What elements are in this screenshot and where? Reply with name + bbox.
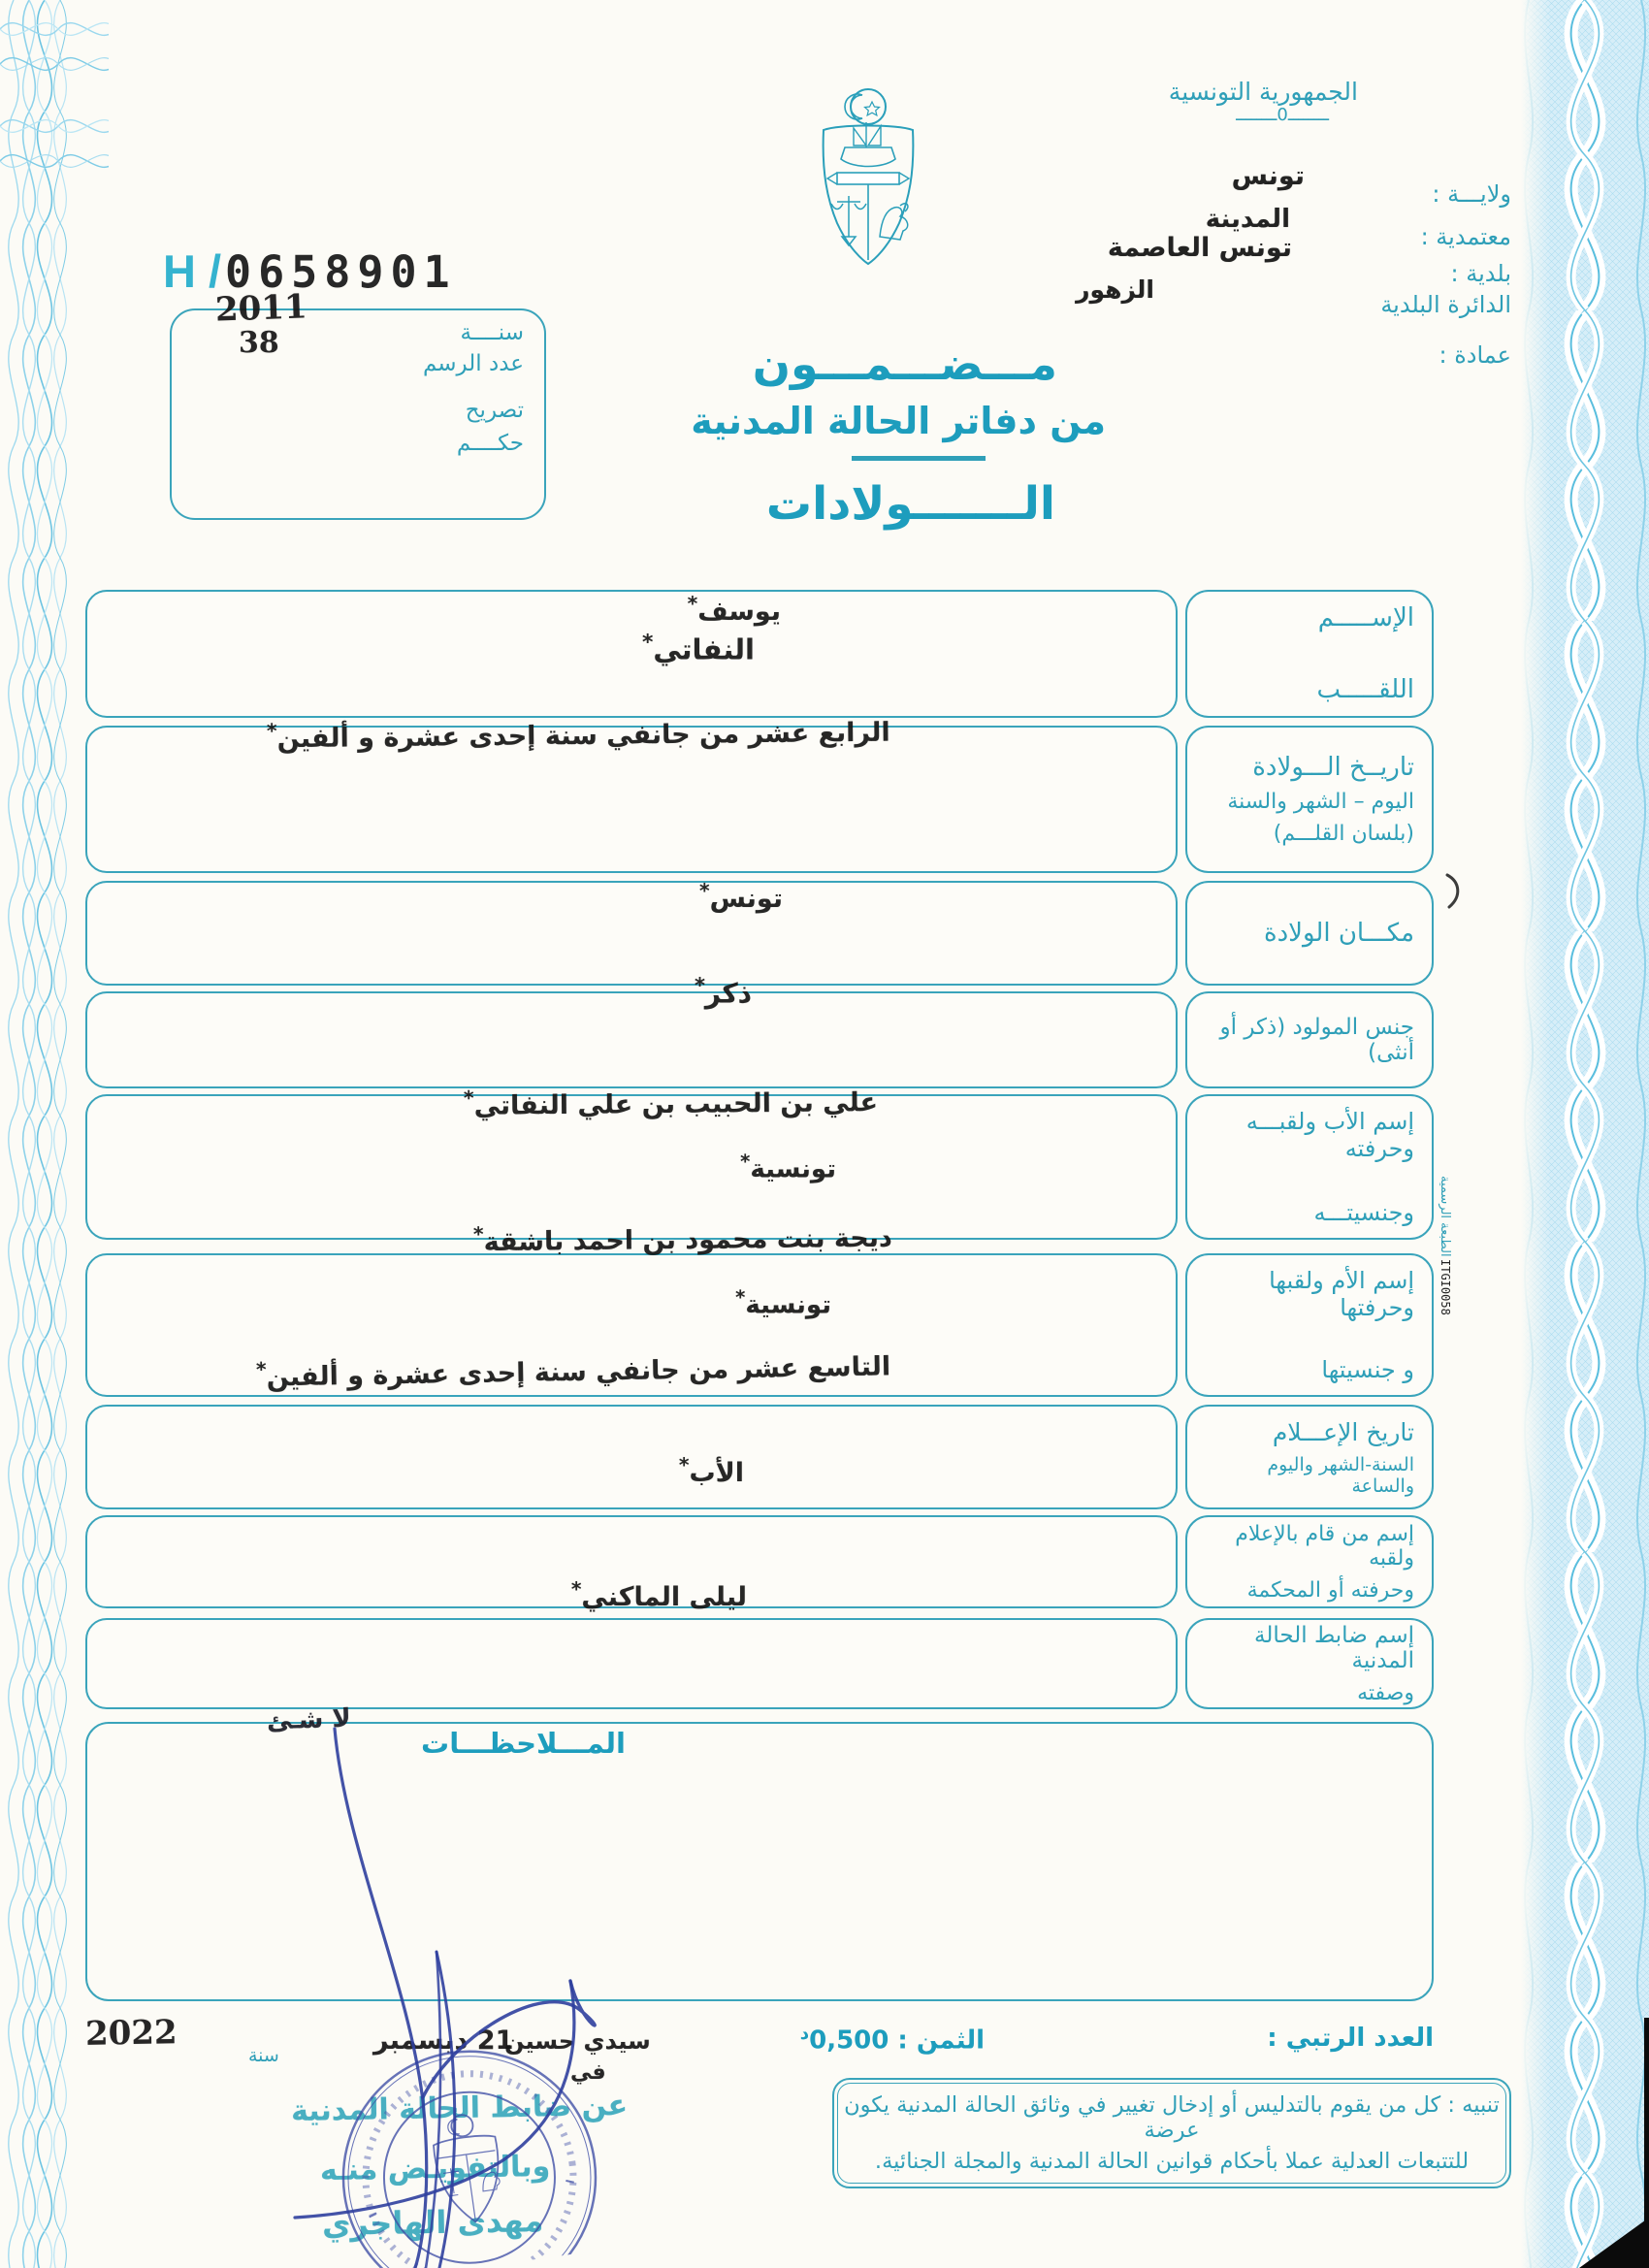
birthplace-stamp: تونس* bbox=[699, 879, 783, 914]
doc-title-line1: مـــضـــمـــون bbox=[752, 338, 1057, 390]
notes-box bbox=[85, 1722, 1434, 2001]
firstname-stamp: يوسف* bbox=[687, 592, 781, 627]
label-declarant-sub: وحرفته أو المحكمة bbox=[1246, 1577, 1414, 1603]
wilaya-label: ولايـــة : bbox=[1432, 180, 1511, 208]
label-box-mother bbox=[1185, 1253, 1434, 1397]
record-number-stamp: 38 bbox=[239, 326, 279, 360]
officer-stamp-line3: مهدى الهاجري bbox=[321, 2202, 544, 2243]
label-box-father bbox=[1185, 1094, 1434, 1240]
price-label: الثمن : bbox=[897, 2025, 985, 2056]
value-box-sex bbox=[85, 991, 1178, 1088]
label-box-birthplace bbox=[1185, 881, 1434, 986]
side-vertical-text bbox=[1438, 1176, 1452, 1314]
label-box-name bbox=[1185, 590, 1434, 718]
guilloche-left-band bbox=[0, 0, 83, 2268]
record-box-judgment-label: حكــــم bbox=[456, 431, 524, 456]
sex-stamp: ذكر* bbox=[694, 974, 752, 1010]
official-edition-label: الطبعة الرسمية bbox=[1438, 1176, 1452, 1257]
coat-of-arms bbox=[810, 83, 926, 282]
record-box-declaration-label: تصريح bbox=[465, 398, 524, 423]
label-birthdate-sub2: (بلسان القلـــم) bbox=[1273, 822, 1414, 846]
label-father: إسم الأب ولقبـــه وحرفته bbox=[1245, 1108, 1414, 1162]
label-mother: إسم الأم ولقبها وحرفتها bbox=[1269, 1267, 1414, 1321]
mutamadiya-value-stamp: المدينة bbox=[1205, 205, 1290, 234]
notes-value-handwritten: لا شـئ bbox=[266, 1703, 352, 1736]
officer-stamp-line1: عن ضابط الحالة المدنية bbox=[290, 2088, 629, 2129]
value-box-name bbox=[85, 590, 1178, 718]
mother-nationality-stamp: تونسية* bbox=[735, 1286, 831, 1320]
label-box-declaration-date bbox=[1185, 1405, 1434, 1509]
daira-label: الدائرة البلدية bbox=[1380, 291, 1511, 318]
officer-stamp-line2: وبالتفويـض منـه bbox=[319, 2149, 551, 2188]
warning-box bbox=[832, 2078, 1511, 2188]
declarant-stamp: الأب* bbox=[678, 1453, 744, 1488]
label-officer: إسم ضابط الحالة المدنية bbox=[1254, 1622, 1414, 1673]
label-officer-sub: وصفته bbox=[1357, 1680, 1414, 1705]
label-lastname: اللقـــــب bbox=[1316, 675, 1414, 704]
round-ink-stamp bbox=[306, 2013, 627, 2268]
guilloche-right-band bbox=[1521, 0, 1649, 2268]
warning-box-inner bbox=[837, 2083, 1506, 2184]
record-box-year-label: سنــــة bbox=[460, 320, 524, 345]
label-box-sex bbox=[1185, 991, 1434, 1088]
value-box-birthplace bbox=[85, 881, 1178, 986]
date-day-month-stamp: 21 ديسمبر bbox=[373, 2025, 514, 2056]
date-year-stamp: 2022 bbox=[84, 2013, 178, 2054]
mother-name-stamp: ديجة بنت محمود بن احمد باشقة* bbox=[473, 1222, 893, 1258]
guilloche-top-left-corner bbox=[0, 0, 109, 194]
baladiya-value-stamp: تونس العاصمة bbox=[1107, 233, 1292, 263]
doc-title-line2: من دفاتر الحالة المدنية bbox=[691, 400, 1106, 442]
price bbox=[800, 2024, 985, 2056]
label-box-birthdate bbox=[1185, 726, 1434, 873]
label-declarant: إسم من قام بالإعلام ولقبه bbox=[1235, 1521, 1414, 1571]
price-value: 0,500 bbox=[809, 2025, 889, 2056]
price-unit: د bbox=[799, 2024, 810, 2044]
notes-title: المـــلاحظـــات bbox=[421, 1727, 626, 1760]
year-value-stamp: 2011 bbox=[214, 287, 308, 330]
scan-black-edge bbox=[1644, 2018, 1649, 2268]
value-box-declaration-date bbox=[85, 1405, 1178, 1509]
father-name-stamp: علي بن الحبيب بن علي النفاتي* bbox=[463, 1085, 879, 1121]
declaration-date-stamp: التاسع عشر من جانفي سنة إحدى عشرة و ألفين* bbox=[255, 1351, 891, 1393]
label-box-declarant bbox=[1185, 1515, 1434, 1608]
label-mother-nationality: و جنسيتها bbox=[1321, 1356, 1414, 1383]
label-birthplace: مكـــان الولادة bbox=[1263, 919, 1414, 948]
warning-line2: للتتبعات العدلية عملا بأحكام قوانين الحالة المدنية والمجلة الجنائية. bbox=[874, 2149, 1470, 2174]
label-birthdate: تاريــخ الـــولادة bbox=[1252, 753, 1414, 782]
republic-title: الجمهورية التونسية bbox=[1168, 78, 1358, 106]
label-father-nationality: وجنسيتـــه bbox=[1313, 1199, 1414, 1226]
warning-line1: تنبيه : كل من يقوم بالتدليس أو إدخال تغيير في وثائق الحالة المدنية يكون عرضة bbox=[844, 2092, 1500, 2143]
ordinal-label: العدد الرتبي : bbox=[1267, 2024, 1434, 2053]
serial-prefix: H / bbox=[163, 245, 222, 297]
date-year-label: سنة bbox=[248, 2045, 279, 2066]
label-declaration-date: تاريخ الإعـــلام bbox=[1272, 1417, 1414, 1446]
father-nationality-stamp: تونسية* bbox=[740, 1150, 836, 1184]
imada-label: عمادة : bbox=[1439, 341, 1511, 369]
mutamadiya-label: معتمدية : bbox=[1420, 223, 1511, 250]
baladiya-label: بلدية : bbox=[1450, 260, 1511, 287]
label-firstname: الإســـــم bbox=[1317, 603, 1414, 632]
record-box-record-label: عدد الرسم bbox=[422, 351, 524, 376]
header-divider: ــــــــ0ــــــــ bbox=[1236, 105, 1329, 125]
fi-mark: في bbox=[570, 2060, 606, 2085]
wilaya-value-stamp: تونس bbox=[1231, 161, 1305, 191]
serial-number: 0658901 bbox=[225, 246, 457, 298]
officer-name-stamp: ليلى الماكني* bbox=[570, 1577, 747, 1612]
place-stamp: سيدي حسين bbox=[504, 2027, 651, 2055]
title-underline bbox=[852, 456, 986, 461]
birthdate-stamp: الرابع عشر من جانفي سنة إحدى عشرة و ألفين* bbox=[267, 717, 891, 755]
label-declaration-date-sub: السنة-الشهر واليوم والساعة bbox=[1267, 1453, 1414, 1497]
print-code: ITGI0058 bbox=[1439, 1258, 1452, 1315]
value-box-officer bbox=[85, 1618, 1178, 1709]
daira-value-stamp: الزهور bbox=[1076, 275, 1154, 304]
lastname-stamp: النفاتي* bbox=[641, 631, 755, 666]
label-birthdate-sub1: اليوم – الشهر والسنة bbox=[1227, 790, 1414, 814]
label-box-officer bbox=[1185, 1618, 1434, 1709]
label-sex: جنس المولود (ذكر أو أنثى) bbox=[1219, 1015, 1414, 1065]
doc-title-line3: الـــــــولادات bbox=[765, 477, 1055, 531]
